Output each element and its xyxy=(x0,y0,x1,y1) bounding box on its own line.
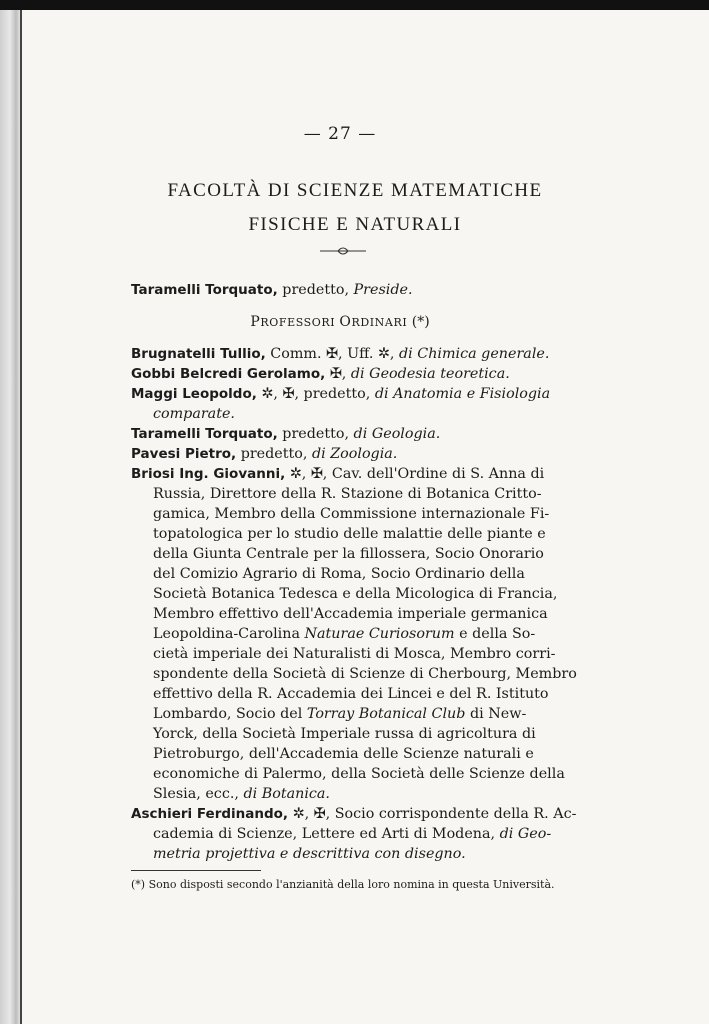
entry-gobbi: Gobbi Belcredi Gerolamo, ✠, di Geodesia teoretica. xyxy=(131,366,510,382)
section-heading: PROFESSORI ORDINARI (*) xyxy=(250,314,430,330)
briosi-line-6: del Comizio Agrario di Roma, Socio Ordinario della xyxy=(153,566,525,582)
entry-maggi: Maggi Leopoldo, ✲, ✠, predetto, di Anatomia e Fisiologia xyxy=(131,386,551,402)
briosi-line-13: Lombardo, Socio del Torray Botanical Club di New- xyxy=(153,706,527,722)
briosi-line-8: Membro effettivo dell'Accademia imperiale germanica xyxy=(153,606,548,622)
preside-entry xyxy=(131,280,531,300)
briosi-line-5: della Giunta Centrale per la fillossera, Socio Onorario xyxy=(153,546,544,562)
briosi-line-2: Russia, Direttore della R. Stazione di Botanica Critto- xyxy=(153,486,542,502)
briosi-line-16: economiche di Palermo, della Società delle Scienze della xyxy=(153,766,565,782)
briosi-line-15: Pietroburgo, dell'Accademia delle Scienze naturali e xyxy=(153,746,534,762)
entry-taramelli: Taramelli Torquato, predetto, di Geologia. xyxy=(131,426,441,442)
briosi-line-7: Società Botanica Tedesca e della Micologica di Francia, xyxy=(153,586,558,602)
preside-text: predetto, xyxy=(277,282,354,298)
briosi-line-3: gamica, Membro della Commissione internazionale Fi- xyxy=(153,506,550,522)
briosi-line-4: topatologica per lo studio delle malattie delle piante e xyxy=(153,526,546,542)
briosi-line-11: spondente della Società di Scienze di Cherbourg, Membro xyxy=(153,666,577,682)
ornament-divider xyxy=(318,245,368,257)
page-number: — 27 — xyxy=(303,124,377,144)
preside-name: Taramelli Torquato, xyxy=(131,282,278,298)
top-edge xyxy=(0,0,709,10)
spine-edge xyxy=(20,10,22,1024)
footnote: (*) Sono disposti secondo l'anzianità della loro nomina in questa Università. xyxy=(131,878,555,891)
briosi-line-14: Yorck, della Società Imperiale russa di agricoltura di xyxy=(153,726,536,742)
book-spine xyxy=(0,10,22,1024)
preside-role: Preside. xyxy=(353,282,413,298)
aschieri-line-3: metria projettiva e descrittiva con disegno. xyxy=(153,846,466,862)
faculty-heading-line2: FISICHE E NATURALI xyxy=(248,214,462,235)
entry-aschieri: Aschieri Ferdinando, ✲, ✠, Socio corrispondente della R. Ac- xyxy=(131,806,577,822)
briosi-line-12: effettivo della R. Accademia dei Lincei e del R. Istituto xyxy=(153,686,549,702)
footnote-rule xyxy=(131,870,261,871)
entry-brugnatelli: Brugnatelli Tullio, Comm. ✠, Uff. ✲, di Chimica generale. xyxy=(131,346,550,362)
faculty-heading-line1: FACOLTÀ DI SCIENZE MATEMATICHE xyxy=(167,180,543,201)
briosi-line-10: cietà imperiale dei Naturalisti di Mosca, Membro corri- xyxy=(153,646,556,662)
aschieri-line-2: cademia di Scienze, Lettere ed Arti di Modena, di Geo- xyxy=(153,826,552,842)
briosi-line-9: Leopoldina-Carolina Naturae Curiosorum e della So- xyxy=(153,626,536,642)
entry-maggi-cont: comparate. xyxy=(153,406,235,422)
entry-pavesi: Pavesi Pietro, predetto, di Zoologia. xyxy=(131,446,398,462)
entry-briosi: Briosi Ing. Giovanni, ✲, ✠, Cav. dell'Ordine di S. Anna di xyxy=(131,466,545,482)
briosi-line-17: Slesia, ecc., di Botanica. xyxy=(153,786,330,802)
